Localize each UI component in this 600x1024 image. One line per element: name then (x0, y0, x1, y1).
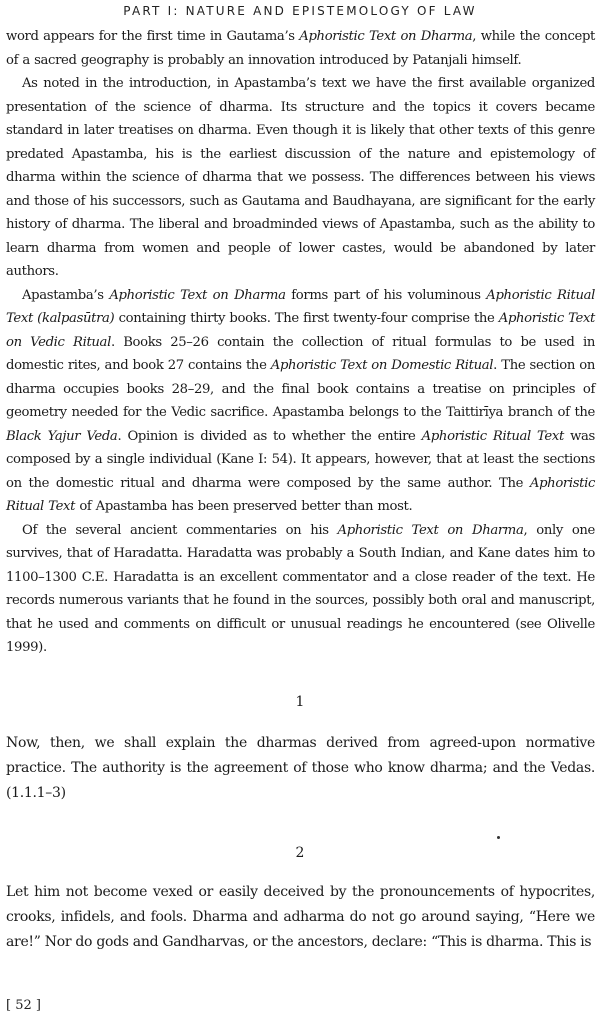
text-run: . Books 25–26 contain the collection of ritual formulas to be used in domestic rites, and book 27 contains the (6, 334, 595, 373)
text-run: , only one survives, that of Haradatta. Haradatta was probably a South Indian, and Kane dates him to 1100–1300 C.E. Haradatta is an excellent commentator and a close reader of the text. He records numerous variants that he found in the sources, possibly both oral and manuscript, that he used and comments on difficult or unusual readings he encountered (see Olivelle 1999). (6, 522, 596, 655)
section-number: 2 (295, 845, 305, 861)
italic-title: Aphoristic Text on Dharma (299, 29, 473, 44)
paragraph (6, 72, 595, 284)
italic-title: Aphoristic Ritual Text (kalpasūtra) (6, 287, 595, 326)
paragraph (6, 25, 595, 72)
text-run: Of the several ancient commentaries on his (22, 522, 338, 538)
paragraph (6, 284, 595, 519)
italic-title: Aphoristic Text on Dharma (109, 287, 286, 303)
text-run: . Opinion is divided as to whether the entire (117, 428, 422, 444)
text-run: of Apastamba has been preserved better than most. (75, 499, 413, 514)
italic-title: Aphoristic Ritual Text (421, 428, 564, 444)
text-run: was composed by a single individual (Kane I: 54). It appears, however, that at least the sections on the domestic ritual and dharma were composed by the same author. The (6, 428, 595, 491)
italic-title: Aphoristic Text on Domestic Ritual (270, 358, 494, 373)
text-run: word appears for the first time in Gautama’s (6, 29, 300, 44)
italic-title: Black Yajur Veda (6, 428, 118, 444)
text-run: . The section on dharma occupies books 28–29, and the final book contains a treatise on principles of geometry needed for the Vedic sacrifice. Apastamba belongs to the Taittirīya branch of the (6, 358, 595, 420)
paragraph (6, 519, 595, 660)
verse-text (6, 880, 595, 955)
page-number: [ 52 ] (6, 998, 41, 1013)
body-paragraphs (6, 25, 595, 660)
text-run: As noted in the introduction, in Apastamba’s text we have the first available organized presentation of the science of dharma. Its structure and the topics it covers became standard in later treatises on dharma. Even though it is likely that other texts of this genre predated Apastamba, his is the earliest discussion of the nature and epistemology of dharma within the science of dharma that we possess. The differences between his views and those of his successors, such as Gautama and Baudhayana, are significant for the early history of dharma. The liberal and broadminded views of Apastamba, such as the ability to learn dharma from women and people of lower castes, would be abandoned by later authors. (6, 76, 595, 279)
text-run: Apastamba’s (22, 287, 110, 303)
verse-paragraph: Let him not become vexed or easily deceived by the pronouncements of hypocrites, crooks, infidels, and fools. Dharma and adharma do not go around saying, “Here we are!” Nor do gods and Gandharvas, or the ancestors, declare: “This is dharma. This is (6, 884, 595, 950)
italic-title: Aphoristic Text on Dharma (337, 522, 524, 538)
ink-speck (497, 836, 500, 839)
text-run: , while the concept of a sacred geography is probably an innovation introduced by Patanjali himself. (6, 29, 596, 68)
italic-title: Aphoristic Text on Vedic Ritual (6, 311, 596, 350)
verse-text (6, 731, 595, 806)
text-run: forms part of his voluminous (285, 287, 487, 303)
verse-paragraph: Now, then, we shall explain the dharmas derived from agreed-upon normative practice. The authority is the agreement of those who know dharma; and the Vedas. (1.1.1–3) (6, 735, 595, 801)
section-number: 1 (295, 694, 305, 710)
text-run: containing thirty books. The first twenty-four comprise the (114, 311, 499, 326)
running-head: PART I: NATURE AND EPISTEMOLOGY OF LAW (123, 4, 477, 18)
italic-title: Aphoristic Ritual Text (6, 475, 595, 514)
